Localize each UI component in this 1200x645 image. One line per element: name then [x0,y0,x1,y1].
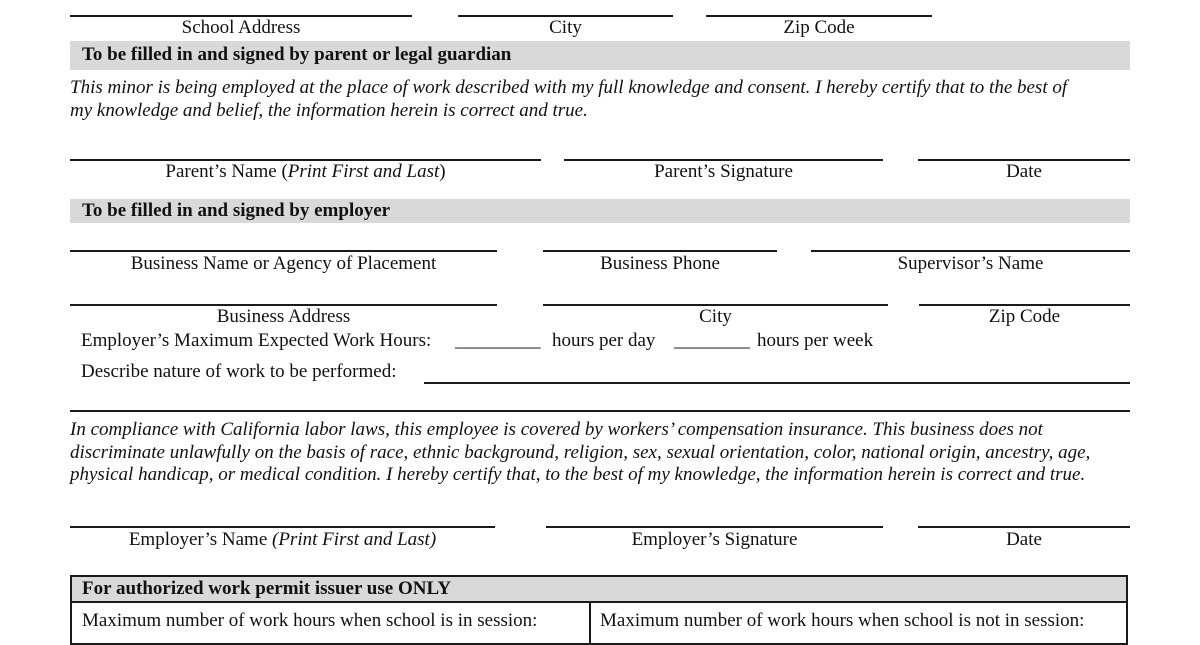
business-phone-line[interactable] [543,250,777,252]
supervisor-name-line[interactable] [811,250,1130,252]
business-phone-label: Business Phone [600,253,720,274]
supervisor-name-label: Supervisor’s Name [897,253,1044,274]
employer-section-header [70,199,1130,223]
hours-per-day-label: hours per day [552,330,656,351]
hours-in-session-label: Maximum number of work hours when school is in session: [82,610,538,631]
employer-statement-line-3: physical handicap, or medical condition. I hereby certify that, to the best of my knowledge, the information herein is correct and true. [70,464,1086,485]
parent-name-hint: Print First and Last [287,161,440,182]
business-name-line[interactable] [70,250,497,252]
school-address-label: School Address [181,17,301,38]
employer-signature-label: Employer’s Signature [631,529,798,550]
parent-statement-line-2: my knowledge and belief, the information herein is correct and true. [70,99,588,121]
employer-signature-line[interactable] [546,526,883,528]
employer-statement-line-2: discriminate unlawfully on the basis of race, ethnic background, religion, sex, sexual orientation, color, national origin, ancestry, age, [70,441,1091,463]
school-city-label: City [549,17,582,38]
parent-signature-label: Parent’s Signature [654,161,793,182]
employer-section-title: To be filled in and signed by employer [82,200,391,221]
parent-name-close: ) [439,161,446,182]
employer-statement-line-1: In compliance with California labor laws, this employee is covered by workers’ compensation insurance. This business does not [70,419,1043,440]
issuer-section-header [72,577,1126,603]
employer-date-label: Date [1006,529,1042,550]
employer-date-line[interactable] [918,526,1130,528]
business-city-label: City [699,306,732,327]
issuer-section-title: For authorized work permit issuer use ONLY [82,578,452,599]
employer-name-text: Employer’s Name [128,529,272,550]
employer-name-hint: (Print First and Last) [272,529,437,550]
nature-of-work-line-2[interactable] [70,410,1130,412]
employer-statement [70,419,1140,487]
hours-per-week-field[interactable]: ________ [674,330,750,351]
employer-name-line[interactable] [70,526,495,528]
parent-statement [70,77,1140,122]
business-name-label: Business Name or Agency of Placement [130,253,437,274]
nature-of-work-line-1[interactable] [424,382,1130,384]
parent-date-label: Date [1006,161,1042,182]
parent-section-header [70,41,1130,70]
employer-name-label [70,529,495,551]
business-zip-label: Zip Code [988,306,1061,327]
nature-of-work-label: Describe nature of work to be performed: [81,361,397,382]
work-hours-label: Employer’s Maximum Expected Work Hours: [81,330,432,351]
parent-statement-line-1: This minor is being employed at the place of work described with my full knowledge and consent. I hereby certify that to the best of [70,77,1068,98]
business-address-label: Business Address [216,306,351,327]
parent-name-text: Parent’s Name ( [165,161,288,182]
parent-section-title: To be filled in and signed by parent or legal guardian [82,44,512,65]
issuer-column-divider [589,601,591,643]
hours-per-day-field[interactable]: _________ [455,330,541,351]
school-zip-label: Zip Code [783,17,855,38]
parent-name-label [70,161,541,183]
issuer-section [70,575,1128,645]
hours-not-in-session-label: Maximum number of work hours when school is not in session: [600,610,1085,631]
hours-per-week-label: hours per week [757,330,874,351]
